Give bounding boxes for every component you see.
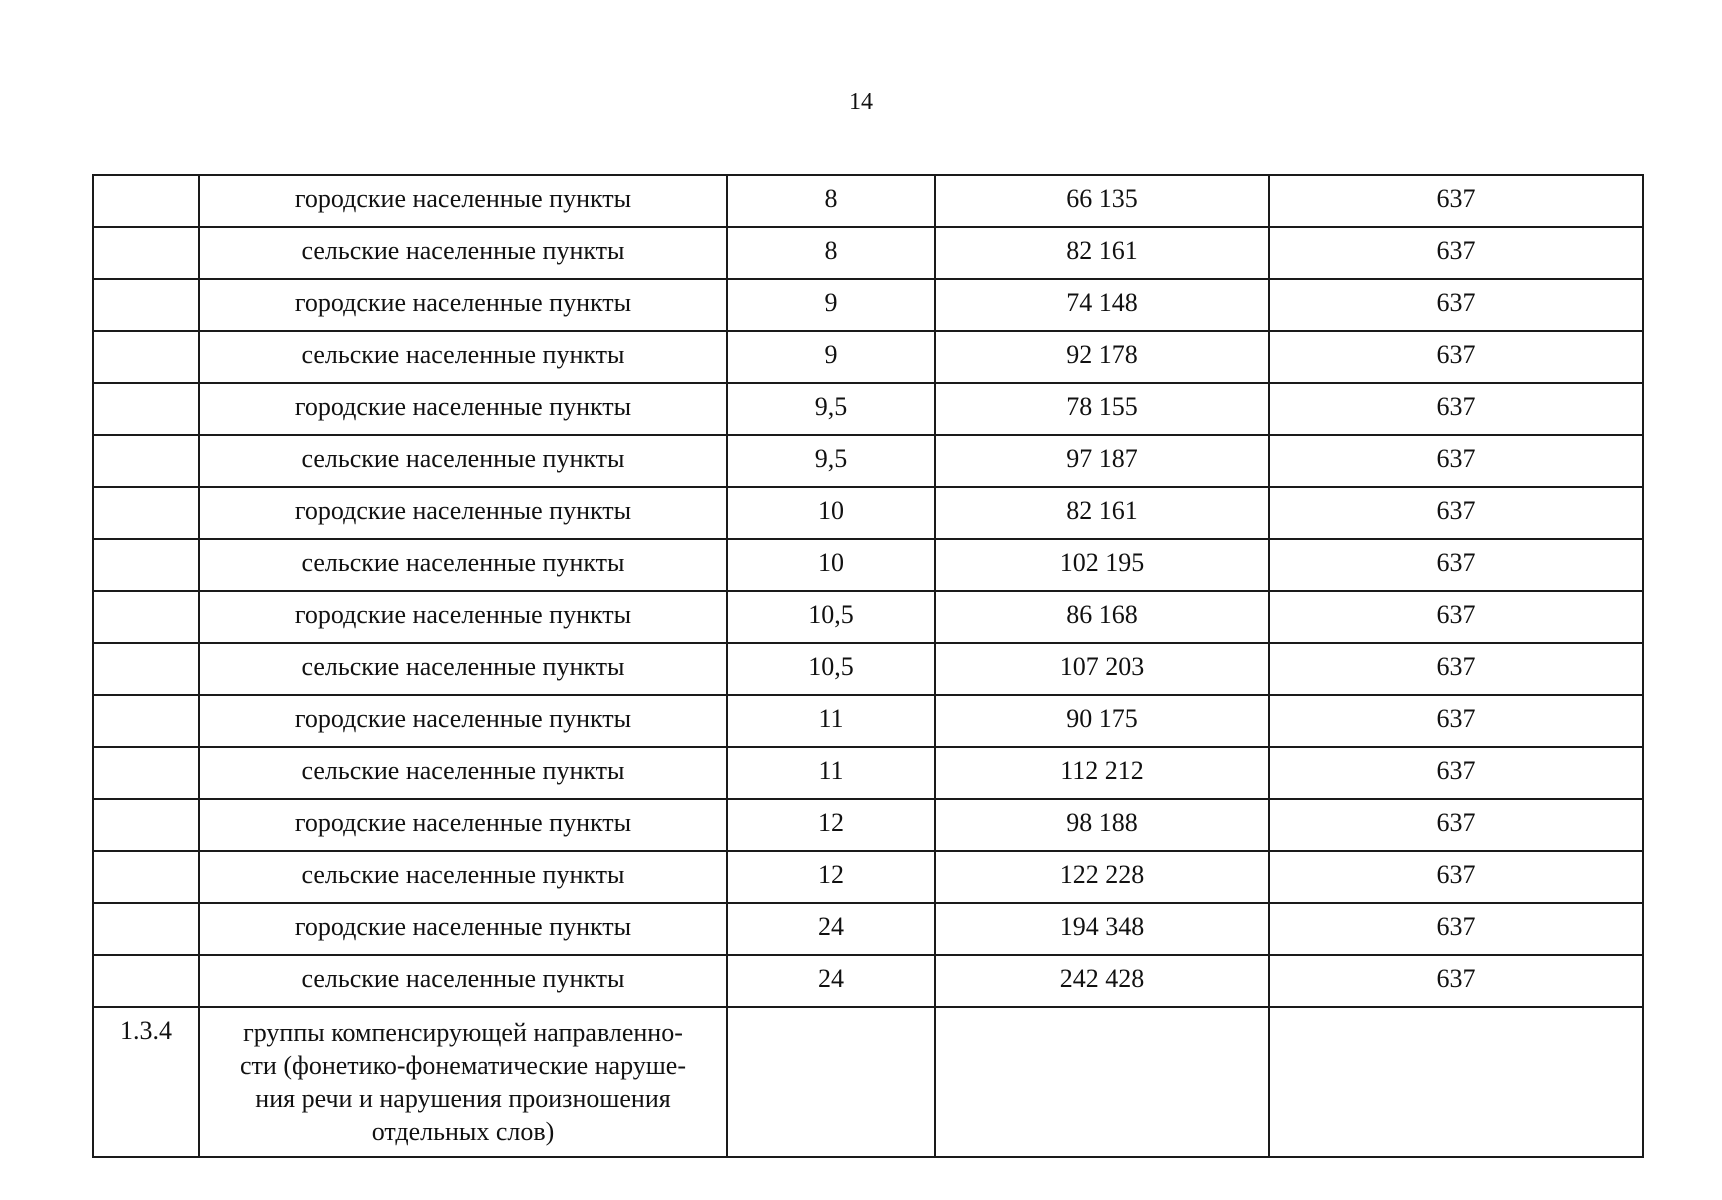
row-number-cell bbox=[93, 903, 199, 955]
row-n-cell: 10 bbox=[727, 539, 935, 591]
row-value-cell: 98 188 bbox=[935, 799, 1269, 851]
row-extra-cell: 637 bbox=[1269, 383, 1643, 435]
row-n-cell: 24 bbox=[727, 903, 935, 955]
table-row bbox=[93, 487, 1643, 539]
row-n-cell: 8 bbox=[727, 175, 935, 227]
row-number-cell bbox=[93, 539, 199, 591]
row-number-cell bbox=[93, 227, 199, 279]
row-n-cell: 11 bbox=[727, 695, 935, 747]
row-value-cell bbox=[935, 1007, 1269, 1157]
row-name-cell: городские населенные пункты bbox=[199, 695, 727, 747]
row-n-cell: 9 bbox=[727, 331, 935, 383]
row-extra-cell: 637 bbox=[1269, 435, 1643, 487]
row-n-cell: 12 bbox=[727, 799, 935, 851]
row-n-cell: 8 bbox=[727, 227, 935, 279]
row-number-cell bbox=[93, 175, 199, 227]
row-name-cell: сельские населенные пункты bbox=[199, 747, 727, 799]
row-value-cell: 86 168 bbox=[935, 591, 1269, 643]
row-name-cell: городские населенные пункты bbox=[199, 903, 727, 955]
row-extra-cell: 637 bbox=[1269, 643, 1643, 695]
row-name-cell: городские населенные пункты bbox=[199, 279, 727, 331]
row-number-cell bbox=[93, 435, 199, 487]
row-name-cell: сельские населенные пункты bbox=[199, 435, 727, 487]
row-name-cell: сельские населенные пункты bbox=[199, 539, 727, 591]
row-number-cell bbox=[93, 747, 199, 799]
row-extra-cell: 637 bbox=[1269, 539, 1643, 591]
row-extra-cell: 637 bbox=[1269, 175, 1643, 227]
row-extra-cell: 637 bbox=[1269, 279, 1643, 331]
row-number-cell bbox=[93, 279, 199, 331]
table-row bbox=[93, 851, 1643, 903]
row-extra-cell: 637 bbox=[1269, 487, 1643, 539]
row-value-cell: 66 135 bbox=[935, 175, 1269, 227]
table-row bbox=[93, 435, 1643, 487]
row-value-cell: 74 148 bbox=[935, 279, 1269, 331]
row-n-cell: 24 bbox=[727, 955, 935, 1007]
row-name-cell: городские населенные пункты bbox=[199, 383, 727, 435]
table-row bbox=[93, 331, 1643, 383]
table-row-1-3-4 bbox=[93, 1007, 1643, 1157]
table-row bbox=[93, 591, 1643, 643]
description-line: отдельных слов) bbox=[371, 1117, 555, 1146]
row-name-cell: городские населенные пункты bbox=[199, 487, 727, 539]
table-body bbox=[93, 175, 1643, 1157]
row-number-cell bbox=[93, 643, 199, 695]
table-row bbox=[93, 279, 1643, 331]
row-number-cell: 1.3.4 bbox=[93, 1007, 199, 1157]
row-extra-cell: 637 bbox=[1269, 695, 1643, 747]
row-extra-cell: 637 bbox=[1269, 799, 1643, 851]
row-value-cell: 102 195 bbox=[935, 539, 1269, 591]
tariff-table bbox=[92, 174, 1644, 1158]
row-n-cell: 11 bbox=[727, 747, 935, 799]
row-n-cell: 9,5 bbox=[727, 435, 935, 487]
row-number-cell bbox=[93, 331, 199, 383]
table-row bbox=[93, 747, 1643, 799]
row-name-cell: сельские населенные пункты bbox=[199, 331, 727, 383]
table-row bbox=[93, 955, 1643, 1007]
description-line: сти (фонетико-фонематические наруше- bbox=[240, 1051, 686, 1080]
description-line: группы компенсирующей направленно- bbox=[243, 1018, 683, 1047]
row-value-cell: 112 212 bbox=[935, 747, 1269, 799]
row-value-cell: 242 428 bbox=[935, 955, 1269, 1007]
row-value-cell: 78 155 bbox=[935, 383, 1269, 435]
table-row bbox=[93, 695, 1643, 747]
row-extra-cell: 637 bbox=[1269, 955, 1643, 1007]
page-number: 14 bbox=[849, 89, 873, 115]
row-n-cell: 10,5 bbox=[727, 591, 935, 643]
row-value-cell: 92 178 bbox=[935, 331, 1269, 383]
table-row bbox=[93, 799, 1643, 851]
row-name-cell: городские населенные пункты bbox=[199, 175, 727, 227]
row-number-cell bbox=[93, 851, 199, 903]
row-value-cell: 122 228 bbox=[935, 851, 1269, 903]
row-value-cell: 90 175 bbox=[935, 695, 1269, 747]
row-n-cell: 9 bbox=[727, 279, 935, 331]
row-extra-cell: 637 bbox=[1269, 591, 1643, 643]
row-extra-cell: 637 bbox=[1269, 227, 1643, 279]
row-value-cell: 107 203 bbox=[935, 643, 1269, 695]
row-name-cell: городские населенные пункты bbox=[199, 799, 727, 851]
row-value-cell: 97 187 bbox=[935, 435, 1269, 487]
row-n-cell: 10 bbox=[727, 487, 935, 539]
row-name-cell: сельские населенные пункты bbox=[199, 227, 727, 279]
row-extra-cell bbox=[1269, 1007, 1643, 1157]
row-name-cell: сельские населенные пункты bbox=[199, 851, 727, 903]
row-value-cell: 194 348 bbox=[935, 903, 1269, 955]
row-extra-cell: 637 bbox=[1269, 851, 1643, 903]
row-description-cell bbox=[199, 1007, 727, 1157]
row-number-cell bbox=[93, 695, 199, 747]
description-line: ния речи и нарушения произношения bbox=[255, 1084, 671, 1113]
table-row bbox=[93, 539, 1643, 591]
row-value-cell: 82 161 bbox=[935, 487, 1269, 539]
row-extra-cell: 637 bbox=[1269, 747, 1643, 799]
row-extra-cell: 637 bbox=[1269, 903, 1643, 955]
row-n-cell: 12 bbox=[727, 851, 935, 903]
row-extra-cell: 637 bbox=[1269, 331, 1643, 383]
row-value-cell: 82 161 bbox=[935, 227, 1269, 279]
table-row bbox=[93, 227, 1643, 279]
table-row bbox=[93, 643, 1643, 695]
row-n-cell: 10,5 bbox=[727, 643, 935, 695]
table-row bbox=[93, 903, 1643, 955]
table-row bbox=[93, 175, 1643, 227]
row-name-cell: городские населенные пункты bbox=[199, 591, 727, 643]
row-n-cell: 9,5 bbox=[727, 383, 935, 435]
table-row bbox=[93, 383, 1643, 435]
row-number-cell bbox=[93, 955, 199, 1007]
row-number-cell bbox=[93, 591, 199, 643]
row-name-cell: сельские населенные пункты bbox=[199, 955, 727, 1007]
row-n-cell bbox=[727, 1007, 935, 1157]
row-number-cell bbox=[93, 487, 199, 539]
row-name-cell: сельские населенные пункты bbox=[199, 643, 727, 695]
row-number-cell bbox=[93, 383, 199, 435]
row-number-cell bbox=[93, 799, 199, 851]
